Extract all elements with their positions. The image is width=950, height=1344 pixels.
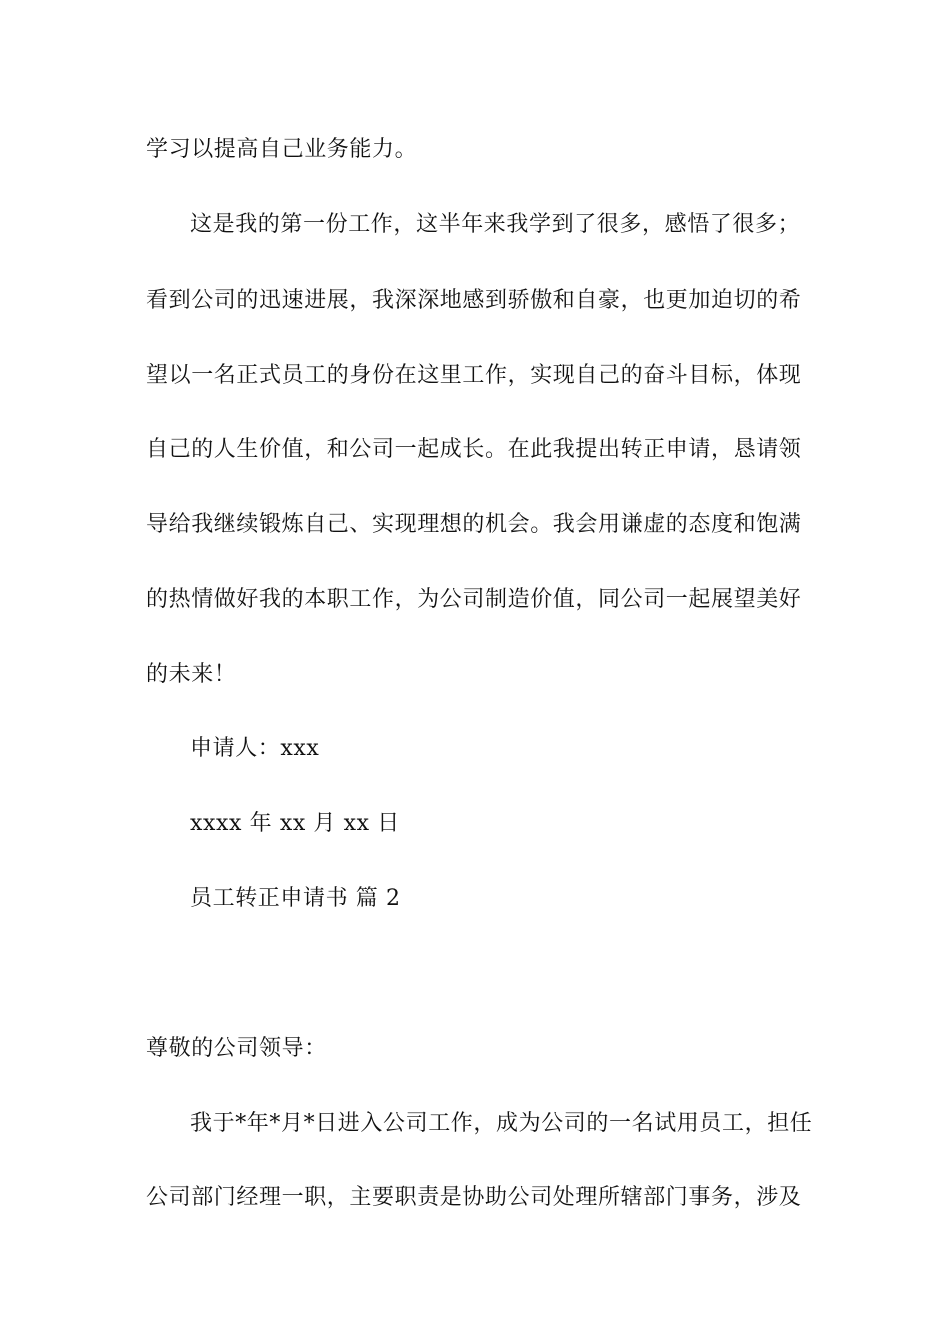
paragraph-line: 我于*年*月*日进入公司工作，成为公司的一名试用员工，担任 [190, 1111, 813, 1136]
paragraph-line: 导给我继续锻炼自己、实现理想的机会。我会用谦虚的态度和饱满 [146, 512, 802, 537]
date-line: xxxx 年 xx 月 xx 日 [190, 811, 400, 836]
paragraph-line: 自己的人生价值，和公司一起成长。在此我提出转正申请，恳请领 [146, 437, 802, 462]
paragraph-line: 看到公司的迅速进展，我深深地感到骄傲和自豪，也更加迫切的希 [146, 288, 802, 313]
paragraph-line: 公司部门经理一职，主要职责是协助公司处理所辖部门事务，涉及 [146, 1185, 802, 1210]
paragraph-line: 这是我的第一份工作，这半年来我学到了很多，感悟了很多； [190, 212, 801, 237]
paragraph-line: 的热情做好我的本职工作，为公司制造价值，同公司一起展望美好 [146, 587, 802, 612]
section-heading: 员工转正申请书 篇 2 [190, 886, 401, 911]
applicant-line: 申请人：xxx [190, 736, 320, 761]
salutation-line: 尊敬的公司领导： [146, 1036, 327, 1061]
paragraph-line: 的未来！ [146, 662, 237, 687]
paragraph-line: 学习以提高自己业务能力。 [146, 137, 418, 162]
paragraph-line: 望以一名正式员工的身份在这里工作，实现自己的奋斗目标，体现 [146, 363, 802, 388]
